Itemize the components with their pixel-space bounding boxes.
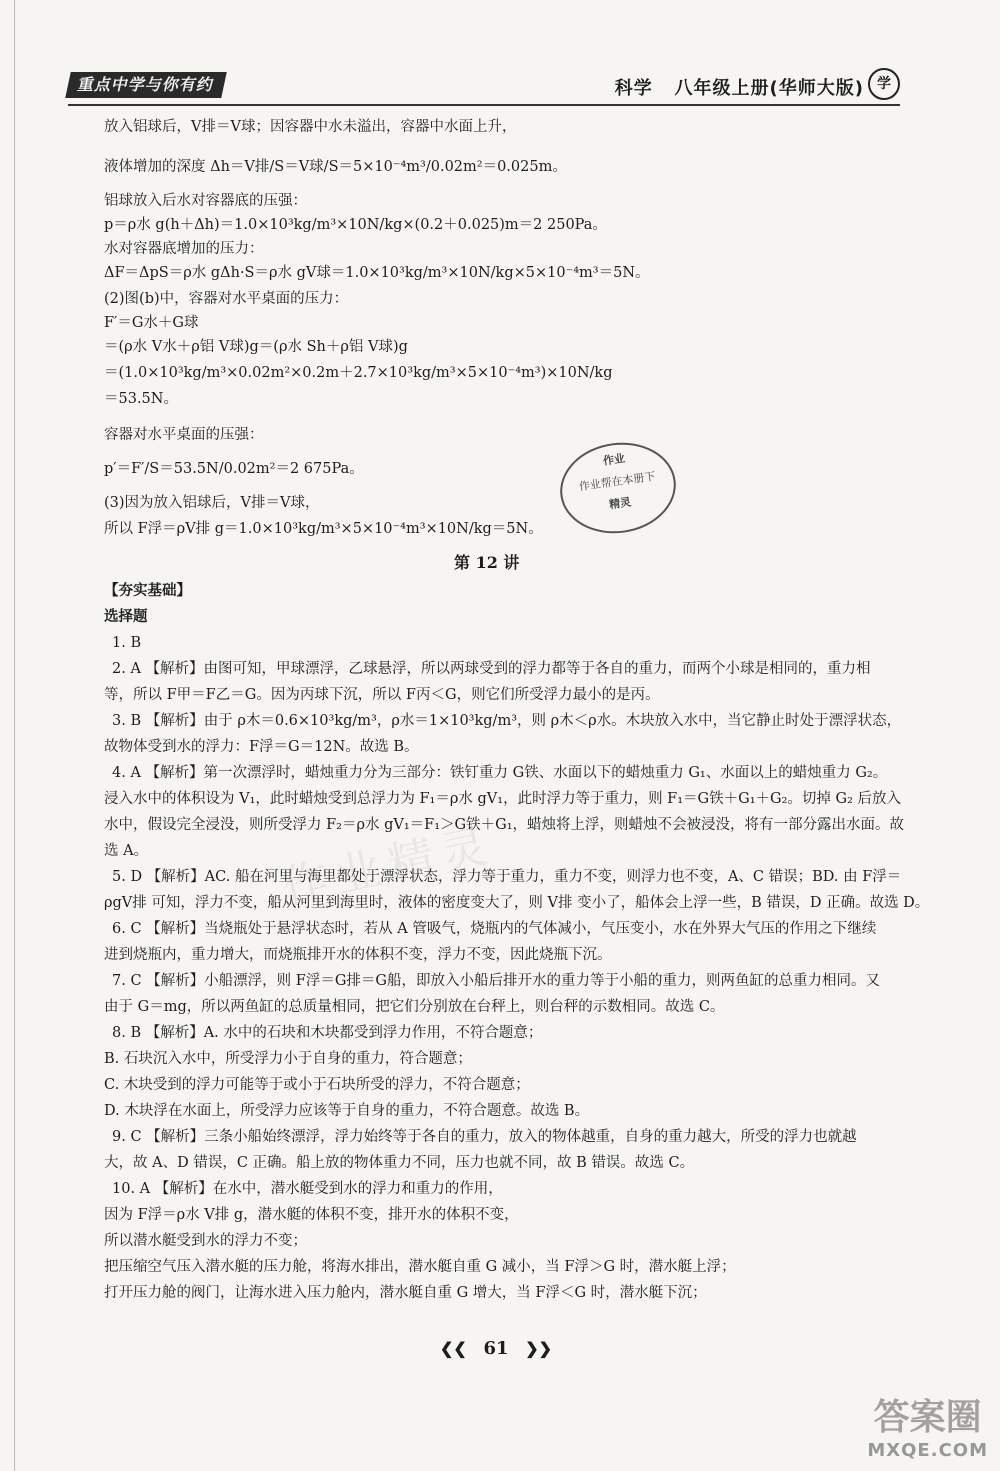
- answer-line: 5. D 【解析】AC. 船在河里与海里都处于漂浮状态，浮力等于重力，重力不变，则浮力也不变，A、C 错误；BD. 由 F浮＝: [112, 869, 902, 885]
- text-line: (3)因为放入铝球后，V排＝V球，: [104, 495, 320, 511]
- answer-line: C. 木块受到的浮力可能等于或小于石块所受的浮力，不符合题意；: [104, 1077, 530, 1093]
- text-line: 容器对水平桌面的压强：: [104, 427, 264, 443]
- answer-line: ρgV排 可知，浮力不变，船从河里到海里时，液体的密度变大了，则 V排 变小了，船体会上浮一些，B 错误，D 正确。故选 D。: [104, 895, 930, 911]
- header-divider: [68, 104, 900, 106]
- answer-line: B. 石块沉入水中，所受浮力小于自身的重力，符合题意；: [104, 1051, 472, 1067]
- watermark: 作业精灵: [277, 817, 500, 915]
- subject-label: 科学: [614, 78, 653, 99]
- text-line: ΔF＝ΔpS＝ρ水 gΔh·S＝ρ水 gV球＝1.0×10³kg/m³×10N/kg×5×10⁻⁴m³＝5N。: [104, 265, 650, 281]
- answer-line: 2. A 【解析】由图可知，甲球漂浮，乙球悬浮，所以两球受到的浮力都等于各自的重力，而两个小球是相同的，重力相: [112, 661, 871, 677]
- answer-line: 8. B 【解析】A. 水中的石块和木块都受到浮力作用，不符合题意；: [112, 1025, 543, 1041]
- answer-line: 把压缩空气压入潜水艇的压力舱，将海水排出，潜水艇自重 G 减小，当 F浮＞G 时，潜水艇上浮；: [104, 1259, 736, 1275]
- book-title: [615, 74, 864, 100]
- answer-line: 1. B: [112, 635, 142, 651]
- site-watermark: [867, 1389, 988, 1461]
- text-line: ＝53.5N。: [104, 391, 178, 407]
- answer-line: 选 A。: [104, 843, 149, 859]
- site-logo: 答案圈: [873, 1397, 982, 1438]
- answer-line: 等，所以 F甲＝F乙＝G。因为丙球下沉，所以 F丙＜G，则它们所受浮力最小的是丙。: [104, 687, 660, 703]
- answer-line: 6. C 【解析】当烧瓶处于悬浮状态时，若从 A 管吸气，烧瓶内的气体减小，气压变小，水在外界大气压的作用之下继续: [112, 921, 877, 937]
- stamp-mid: 作业帮在本册下: [578, 469, 657, 494]
- text-line: p＝ρ水 g(h＋Δh)＝1.0×10³kg/m³×10N/kg×(0.2＋0.025)m＝2 250Pa。: [104, 217, 607, 233]
- text-line: 铝球放入后水对容器底的压强：: [104, 193, 307, 209]
- page-header: [68, 68, 900, 104]
- site-url: MXQE.COM: [867, 1440, 988, 1461]
- text-line: 放入铝球后，V排＝V球；因容器中水未溢出，容器中水面上升，: [104, 119, 517, 135]
- answer-line: 打开压力舱的阀门，让海水进入压力舱内，潜水艇自重 G 增大，当 F浮＜G 时，潜水艇下沉；: [104, 1285, 707, 1301]
- part-title: 【夯实基础】: [104, 582, 191, 599]
- text-line: 水对容器底增加的压力：: [104, 241, 264, 257]
- text-line: 所以 F浮＝ρV排 g＝1.0×10³kg/m³×5×10⁻⁴m³×10N/kg＝5N。: [104, 521, 543, 537]
- answer-line: 进到烧瓶内，重力增大，而烧瓶排开水的体积不变，浮力不变，因此烧瓶下沉。: [104, 947, 612, 963]
- stamp-bottom: 精灵: [608, 495, 632, 512]
- text-line: F′＝G水＋G球: [104, 315, 199, 331]
- answer-line: 因为 F浮＝ρ水 V排 g，潜水艇的体积不变，排开水的体积不变，: [104, 1207, 519, 1223]
- section-title: 第 12 讲: [454, 553, 520, 572]
- answer-line: 水中，假设完全浸没，则所受浮力 F₂＝ρ水 gV₁＝F₁＞G铁＋G₁，蜡烛将上浮，则蜡烛不会被浸没，将有一部分露出水面。故: [104, 817, 905, 833]
- subtitle: 选择题: [104, 608, 148, 625]
- text-line: ＝(1.0×10³kg/m³×0.02m²×0.2m＋2.7×10³kg/m³×5×10⁻⁴m³)×10N/kg: [104, 365, 613, 381]
- answer-line: 10. A 【解析】在水中，潜水艇受到水的浮力和重力的作用，: [112, 1181, 503, 1197]
- page-number: ❮❮ 61 ❯❯: [436, 1332, 556, 1366]
- text-line: p′＝F′/S＝53.5N/0.02m²＝2 675Pa。: [104, 461, 364, 477]
- answer-line: 大，故 A、D 错误，C 正确。船上放的物体重力不同，压力也就不同，故 B 错误。故选 C。: [104, 1155, 695, 1171]
- answer-line: 7. C 【解析】小船漂浮，则 F浮＝G排＝G船，即放入小船后排开水的重力等于小船的重力，则两鱼缸的总重力相同。又: [112, 973, 880, 989]
- answer-line: 9. C 【解析】三条小船始终漂浮，浮力始终等于各自的重力，放入的物体越重，自身的重力越大，所受的浮力也就越: [112, 1129, 857, 1145]
- answer-line: 由于 G＝mg，所以两鱼缸的总质量相同，把它们分别放在台秤上，则台秤的示数相同。故选 C。: [104, 999, 725, 1015]
- homework-stamp: [554, 435, 681, 540]
- series-logo: 重点中学与你有约: [65, 72, 227, 98]
- page-edge: [14, 0, 15, 1471]
- text-line: ＝(ρ水 V水＋ρ铝 V球)g＝(ρ水 Sh＋ρ铝 V球)g: [104, 339, 408, 355]
- stamp-top: 作业: [602, 451, 626, 468]
- emblem-icon: 学: [868, 68, 900, 100]
- text-line: (2)图(b)中，容器对水平桌面的压力：: [104, 291, 349, 307]
- grade-label: 八年级上册(华师大版): [674, 78, 864, 99]
- answer-line: 4. A 【解析】第一次漂浮时，蜡烛重力分为三部分：铁钉重力 G铁、水面以下的蜡烛重力 G₁、水面以上的蜡烛重力 G₂。: [112, 765, 888, 781]
- text-line: 液体增加的深度 Δh＝V排/S＝V球/S＝5×10⁻⁴m³/0.02m²＝0.025m。: [104, 159, 567, 175]
- answer-line: 3. B 【解析】由于 ρ木＝0.6×10³kg/m³，ρ水＝1×10³kg/m³，则 ρ木＜ρ水。木块放入水中，当它静止时处于漂浮状态，: [112, 713, 902, 729]
- answer-line: 所以潜水艇受到水的浮力不变；: [104, 1233, 307, 1249]
- answer-line: 浸入水中的体积设为 V₁，此时蜡烛受到总浮力为 F₁＝ρ水 gV₁，此时浮力等于重力，则 F₁＝G铁＋G₁＋G₂。切掉 G₂ 后放入: [104, 791, 902, 807]
- answer-line: 故物体受到水的浮力：F浮＝G＝12N。故选 B。: [104, 739, 419, 755]
- answer-line: D. 木块浮在水面上，所受浮力应该等于自身的重力，不符合题意。故选 B。: [104, 1103, 590, 1119]
